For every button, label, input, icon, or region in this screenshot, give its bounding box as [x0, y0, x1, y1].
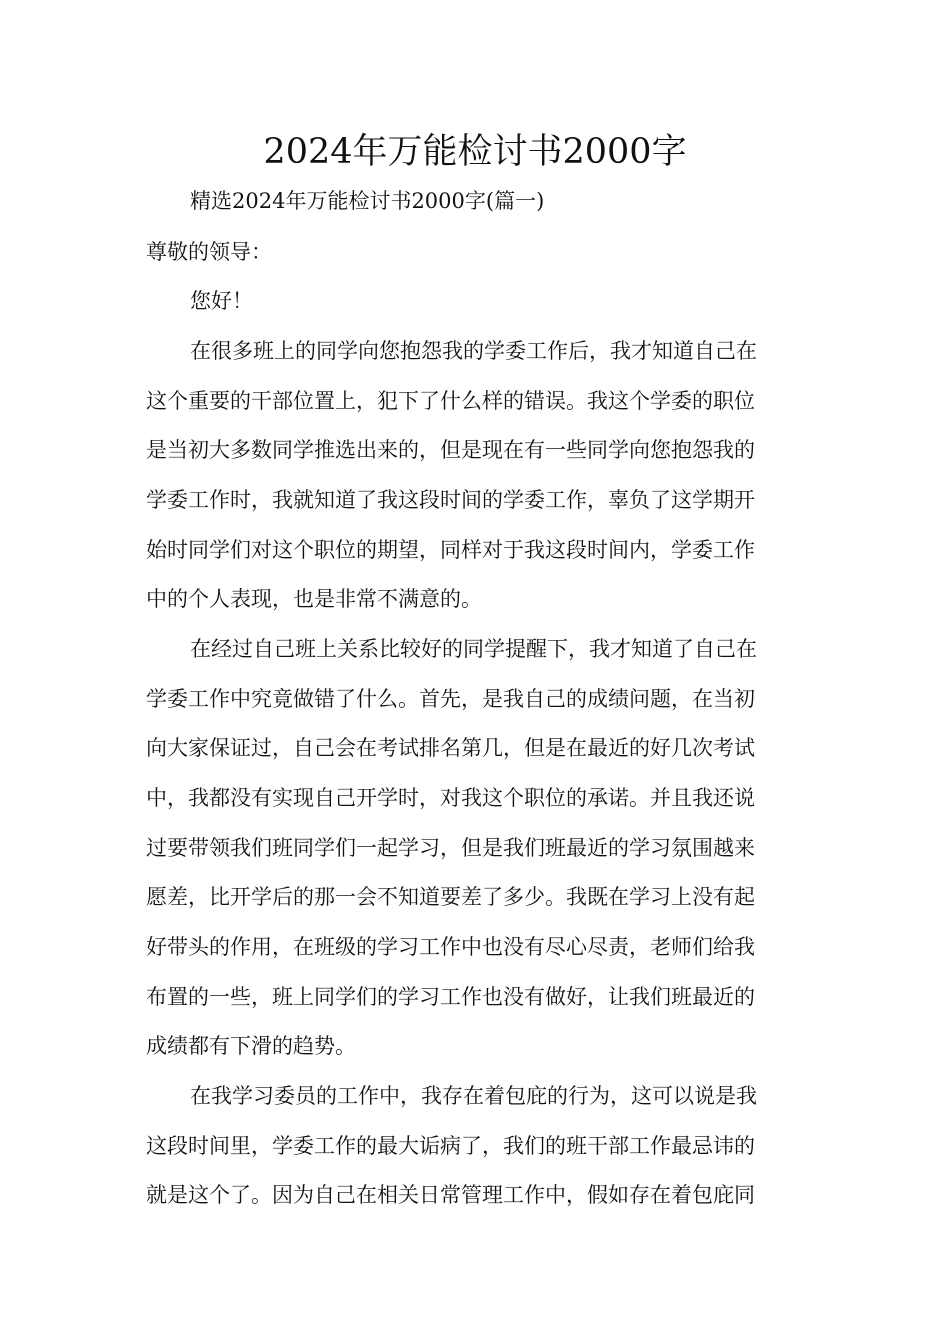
salutation: 尊敬的领导： [146, 240, 272, 264]
body-line: 向大家保证过，自己会在考试排名第几，但是在最近的好几次考试 [146, 736, 755, 760]
body-line: 这个重要的干部位置上，犯下了什么样的错误。我这个学委的职位 [146, 389, 755, 413]
body-line: 是当初大多数同学推选出来的，但是现在有一些同学向您抱怨我的 [146, 438, 755, 462]
document-subtitle: 精选2024年万能检讨书2000字(篇一) [190, 189, 545, 213]
body-line: 在我学习委员的工作中，我存在着包庇的行为，这可以说是我 [190, 1084, 757, 1108]
body-line: 在很多班上的同学向您抱怨我的学委工作后，我才知道自己在 [190, 339, 757, 363]
body-line: 始时同学们对这个职位的期望，同样对于我这段时间内，学委工作 [146, 538, 755, 562]
body-line: 愿差，比开学后的那一会不知道要差了多少。我既在学习上没有起 [146, 885, 755, 909]
body-line: 学委工作中究竟做错了什么。首先，是我自己的成绩问题，在当初 [146, 687, 755, 711]
body-line: 就是这个了。因为自己在相关日常管理工作中，假如存在着包庇同 [146, 1183, 755, 1207]
body-line: 过要带领我们班同学们一起学习，但是我们班最近的学习氛围越来 [146, 836, 755, 860]
body-line: 这段时间里，学委工作的最大诟病了，我们的班干部工作最忌讳的 [146, 1134, 755, 1158]
greeting: 您好！ [190, 289, 253, 313]
body-line: 中，我都没有实现自己开学时，对我这个职位的承诺。并且我还说 [146, 786, 755, 810]
body-line: 学委工作时，我就知道了我这段时间的学委工作，辜负了这学期开 [146, 488, 755, 512]
body-line: 布置的一些，班上同学们的学习工作也没有做好，让我们班最近的 [146, 985, 755, 1009]
body-line: 中的个人表现，也是非常不满意的。 [146, 587, 482, 611]
body-line: 在经过自己班上关系比较好的同学提醒下，我才知道了自己在 [190, 637, 757, 661]
body-line: 成绩都有下滑的趋势。 [146, 1034, 356, 1058]
document-title: 2024年万能检讨书2000字 [263, 132, 687, 172]
body-line: 好带头的作用，在班级的学习工作中也没有尽心尽责，老师们给我 [146, 935, 755, 959]
